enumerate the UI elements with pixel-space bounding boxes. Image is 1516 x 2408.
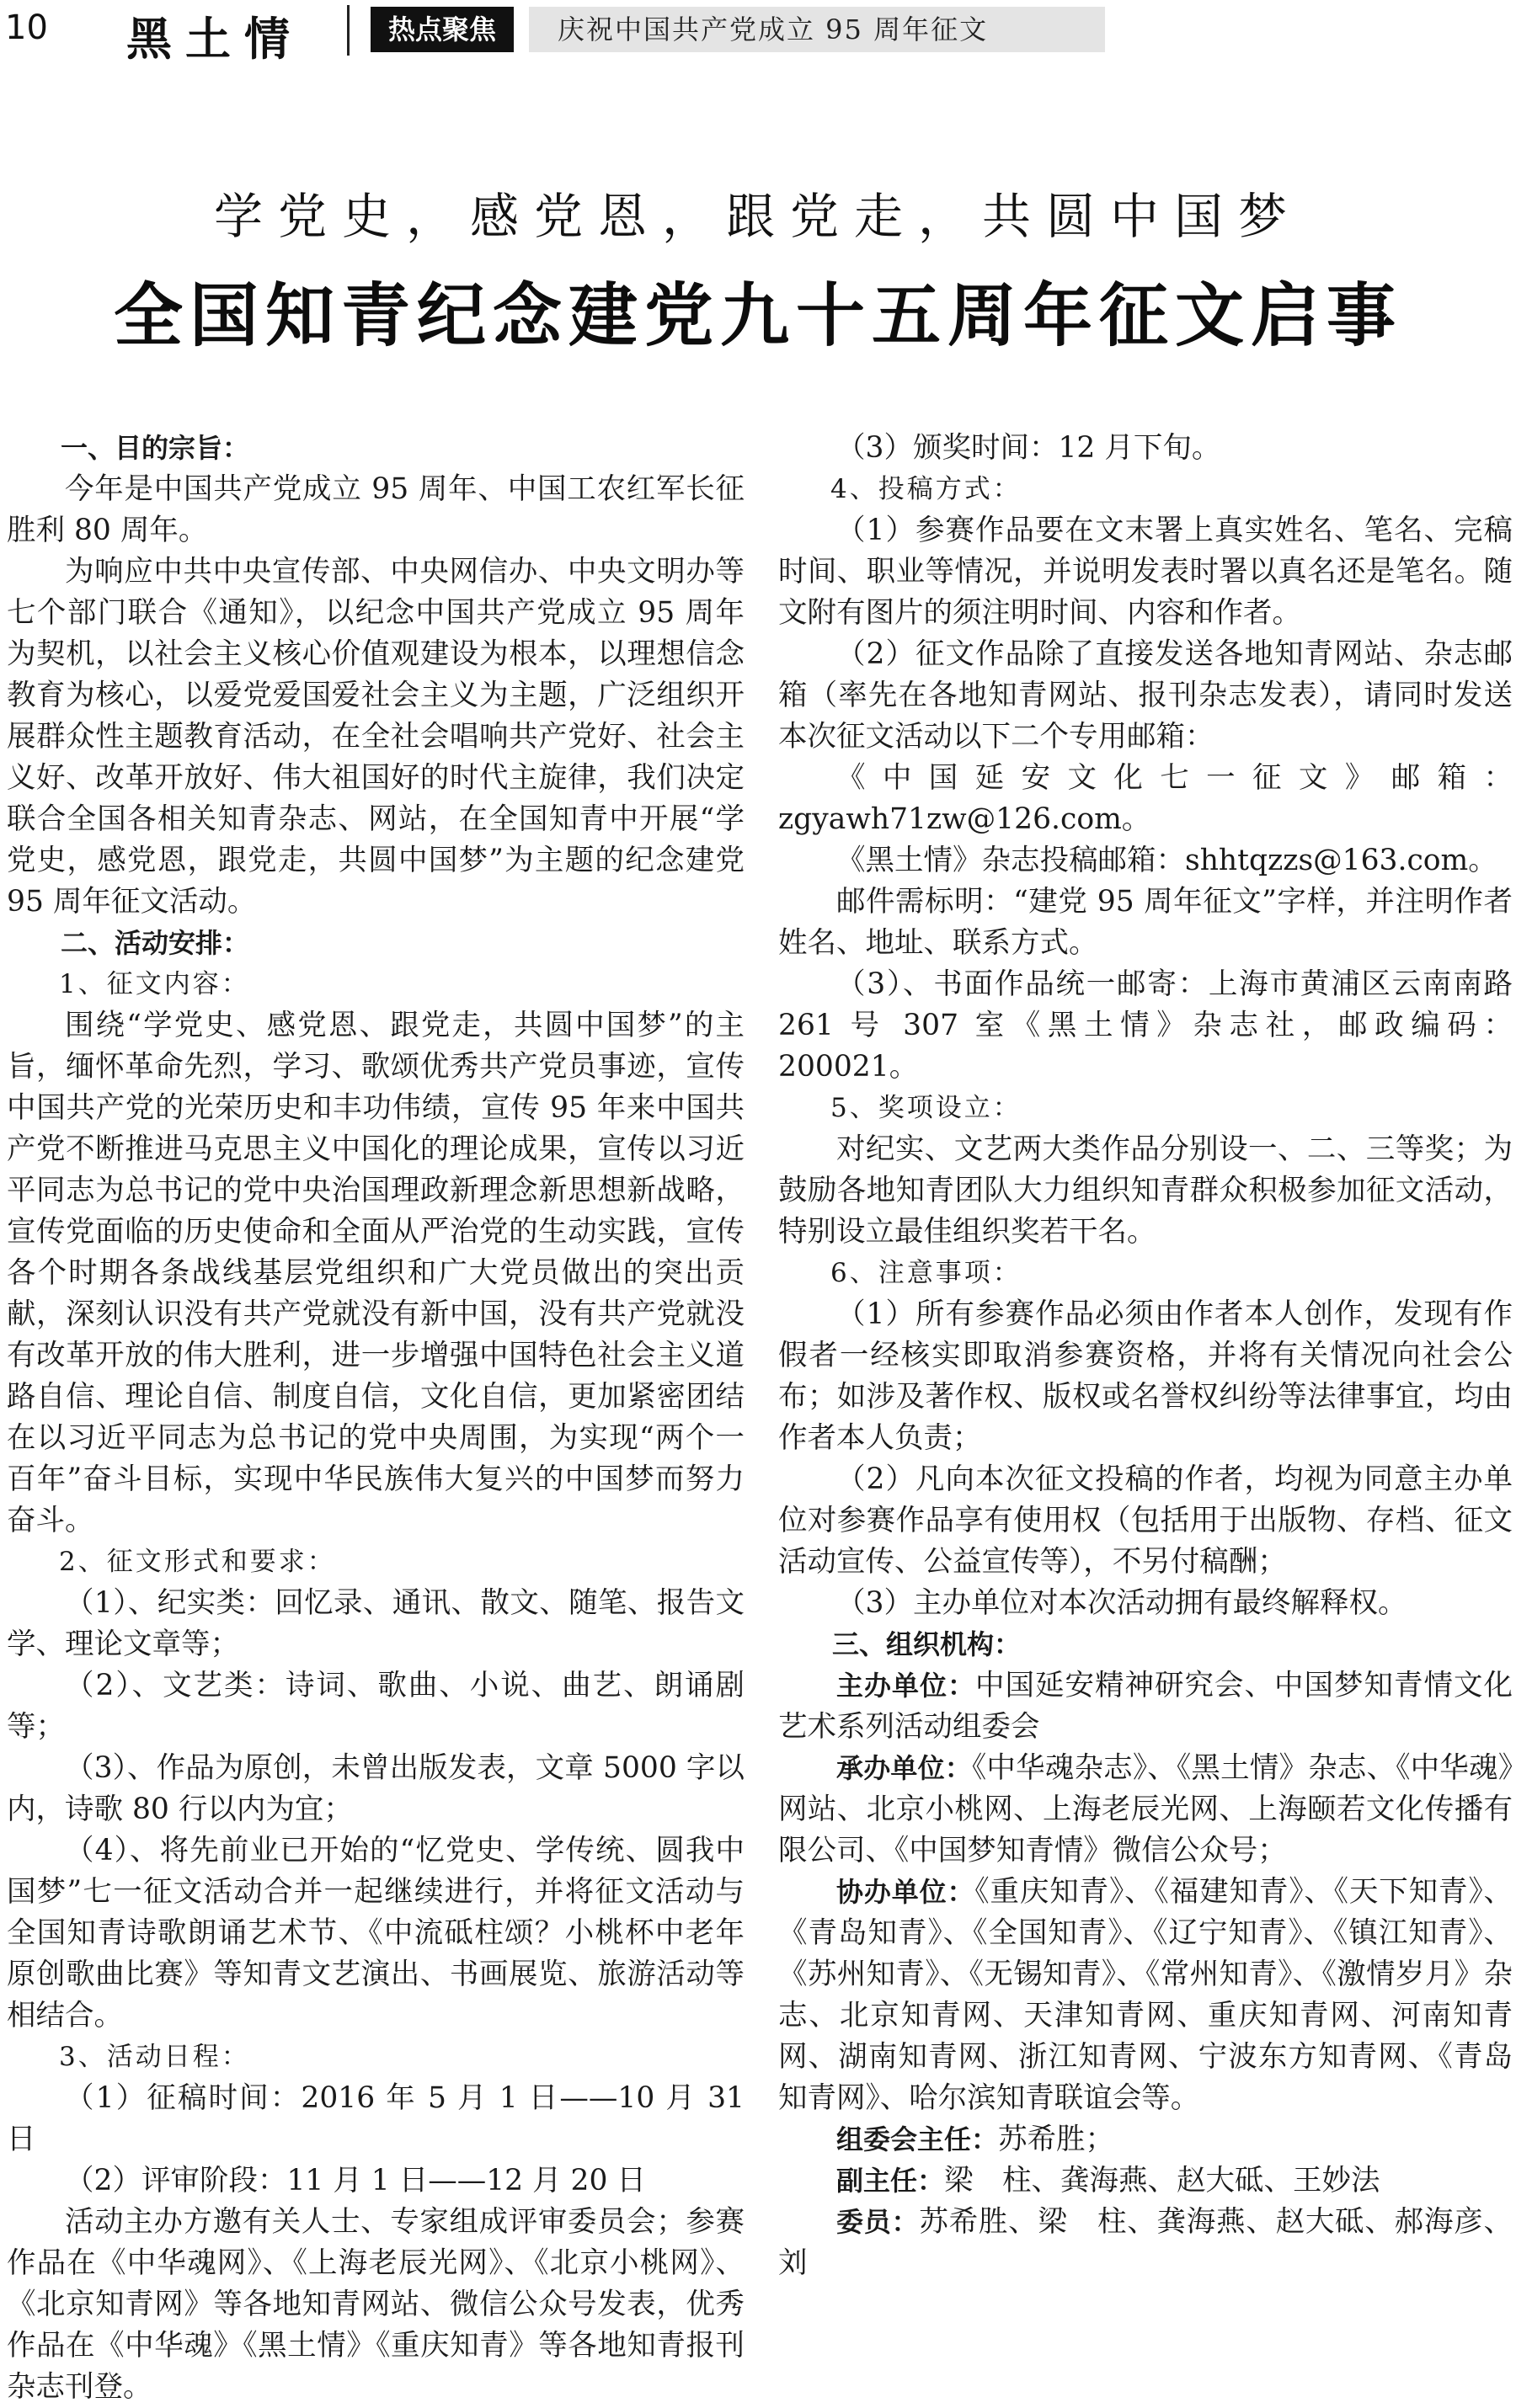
left-column xyxy=(7,428,745,2408)
host-text: 中国延安精神研究会、中国梦知青情文化艺术系列活动组委会 xyxy=(778,1669,1513,1744)
subsection-heading: 5、奖项设立： xyxy=(830,1093,1022,1123)
paragraph: （4）、将先前业已开始的“忆党史、学传统、圆我中国梦”七一征文活动合并一起继续进行，并将征文活动与全国知青诗歌朗诵艺术节、《中流砥柱颂？小桃杯中老年原创歌曲比赛》等知青文艺演出、书画展览、旅游活动等相结合。 xyxy=(7,1834,745,2032)
committee-deputy xyxy=(778,2160,1513,2202)
co-organizer-label: 协办单位： xyxy=(836,1876,975,1908)
paragraph: （3）、作品为原创，未曾出版发表，文章 5000 字以内，诗歌 80 行以内为宜； xyxy=(7,1751,745,1826)
section-heading: 二、活动安排： xyxy=(61,927,250,959)
paragraph: （2）凡向本次征文投稿的作者，均视为同意主办单位对参赛作品享有使用权（包括用于出版物、存档、征文活动宣传、公益宣传等），不另付稿酬； xyxy=(778,1462,1513,1579)
co-organizer-text: 《重庆知青》、《福建知青》、《天下知青》、《青岛知青》、《全国知青》、《辽宁知青》、《镇江知青》、《苏州知青》、《无锡知青》、《常州知青》、《激情岁月》杂志、北京知青网、天津知青网、重庆知青网、河南知青网、湖南知青网、浙江知青网、宁波东方知青网、《青岛知青网》、哈尔滨知青联谊会等。 xyxy=(778,1875,1513,2115)
paragraph: （1）参赛作品要在文末署上真实姓名、笔名、完稿时间、职业等情况，并说明发表时署以真名还是笔名。随文附有图片的须注明时间、内容和作者。 xyxy=(778,514,1513,630)
paragraph: （2）征文作品除了直接发送各地知青网站、杂志邮箱（率先在各地知青网站、报刊杂志发表），请同时发送本次征文活动以下二个专用邮箱： xyxy=(778,637,1513,754)
organizer-unit xyxy=(778,1748,1513,1872)
deputy-text: 梁 柱、龚海燕、赵大砥、王妙法 xyxy=(944,2164,1380,2198)
subsection-heading: 3、活动日程： xyxy=(59,2042,250,2072)
paragraph: （3）、书面作品统一邮寄：上海市黄浦区云南南路 261 号 307 室《黑土情》杂志社，邮政编码：200021。 xyxy=(778,967,1513,1084)
co-organizer-unit xyxy=(778,1872,1513,2119)
paragraph: （1）、纪实类：回忆录、通讯、散文、随笔、报告文学、理论文章等； xyxy=(7,1586,745,1661)
page-header xyxy=(0,0,1516,67)
header-divider xyxy=(347,5,350,56)
director-text: 苏希胜； xyxy=(998,2123,1115,2156)
paragraph: （3）主办单位对本次活动拥有最终解释权。 xyxy=(836,1586,1407,1620)
subsection-heading: 6、注意事项： xyxy=(830,1258,1022,1288)
paragraph: （2）、文艺类：诗词、歌曲、小说、曲艺、朗诵剧等； xyxy=(7,1669,745,1744)
paragraph: 活动主办方邀有关人士、专家组成评审委员会；参赛作品在《中华魂网》、《上海老辰光网》、《北京小桃网》、《北京知青网》等各地知青网站、微信公众号发表，优秀作品在《中华魂》《黑土情》《重庆知青》等各地知青报刊杂志刊登。 xyxy=(7,2205,745,2404)
right-column xyxy=(778,428,1513,2284)
committee-director xyxy=(778,2119,1513,2160)
paragraph: （2）评审阶段：11 月 1 日——12 月 20 日 xyxy=(65,2164,646,2198)
article-subtitle: 学党史，感党恩，跟党走，共圆中国梦 xyxy=(213,188,1302,245)
article-title: 全国知青纪念建党九十五周年征文启事 xyxy=(113,275,1402,356)
members-text: 苏希胜、梁 柱、龚海燕、赵大砥、郝海彦、刘 xyxy=(778,2205,1513,2280)
paragraph: （1）征稿时间：2016 年 5 月 1 日——10 月 31 日 xyxy=(7,2081,745,2156)
deputy-label: 副主任： xyxy=(836,2165,945,2197)
paragraph: 为响应中共中央宣传部、中央网信办、中央文明办等七个部门联合《通知》，以纪念中国共产党成立 95 周年为契机，以社会主义核心价值观建设为根本，以理想信念教育为核心，以爱党爱国爱社会主义为主题，广泛组织开展群众性主题教育活动，在全社会唱响共产党好、社会主义好、改革开放好、伟大祖国好的时代主旋律，我们决定联合全国各相关知青杂志、网站，在全国知青中开展“学党史，感党恩，跟党走，共圆中国梦”为主题的纪念建党 95 周年征文活动。 xyxy=(7,555,745,919)
paragraph: 对纪实、文艺两大类作品分别设一、二、三等奖；为鼓励各地知青团队大力组织知青群众积极参加征文活动，特别设立最佳组织奖若干名。 xyxy=(778,1132,1513,1249)
paragraph: 今年是中国共产党成立 95 周年、中国工农红军长征胜利 80 周年。 xyxy=(7,472,745,547)
magazine-logo: 黑土情 xyxy=(126,12,303,66)
subsection-heading: 4、投稿方式： xyxy=(830,474,1022,504)
paragraph: （3）颁奖时间：12 月下旬。 xyxy=(836,431,1221,465)
email-line: 《中国延安文化七一征文》邮箱：zgyawh71zw@126.com。 xyxy=(778,761,1513,836)
section-heading: 一、目的宗旨： xyxy=(61,432,250,464)
host-label: 主办单位： xyxy=(836,1670,975,1702)
committee-members xyxy=(778,2202,1513,2284)
paragraph: 邮件需标明：“建党 95 周年征文”字样，并注明作者姓名、地址、联系方式。 xyxy=(778,885,1513,960)
section-heading: 三、组织机构： xyxy=(832,1628,1022,1660)
email-line: 《黑土情》杂志投稿邮箱：shhtqzzs@163.com。 xyxy=(836,844,1497,877)
paragraph: （1）所有参赛作品必须由作者本人创作，发现有作假者一经核实即取消参赛资格，并将有关情况向社会公布；如涉及著作权、版权或名誉权纠纷等法律事宜，均由作者本人负责； xyxy=(778,1297,1513,1455)
organizer-text: 《中华魂杂志》、《黑土情》杂志、《中华魂》网站、北京小桃网、上海老辰光网、上海颐若文化传播有限公司、《中国梦知青情》微信公众号； xyxy=(778,1751,1513,1867)
section-tag: 热点聚焦 xyxy=(371,7,514,52)
page-number: 10 xyxy=(5,8,48,47)
section-subtitle: 庆祝中国共产党成立 95 周年征文 xyxy=(529,7,1105,52)
members-label: 委员： xyxy=(836,2206,920,2238)
paragraph: 围绕“学党史、感党恩、跟党走，共圆中国梦”的主旨，缅怀革命先烈，学习、歌颂优秀共产党员事迹，宣传中国共产党的光荣历史和丰功伟绩，宣传 95 年来中国共产党不断推进马克思主义中国化的理论成果，宣传以习近平同志为总书记的党中央治国理政新理念新思想新战略，宣传党面临的历史使命和全面从严治党的生动实践，宣传各个时期各条战线基层党组织和广大党员做出的突出贡献，深刻认识没有共产党就没有新中国，没有共产党就没有改革开放的伟大胜利，进一步增强中国特色社会主义道路自信、理论自信、制度自信，文化自信，更加紧密团结在以习近平同志为总书记的党中央周围，为实现“两个一百年”奋斗目标，实现中华民族伟大复兴的中国梦而努力奋斗。 xyxy=(7,1009,745,1537)
subsection-heading: 1、征文内容： xyxy=(59,969,250,999)
director-label: 组委会主任： xyxy=(836,2123,999,2155)
subsection-heading: 2、征文形式和要求： xyxy=(59,1547,336,1577)
organizer-label: 承办单位： xyxy=(836,1752,972,1784)
host-unit xyxy=(778,1665,1513,1748)
